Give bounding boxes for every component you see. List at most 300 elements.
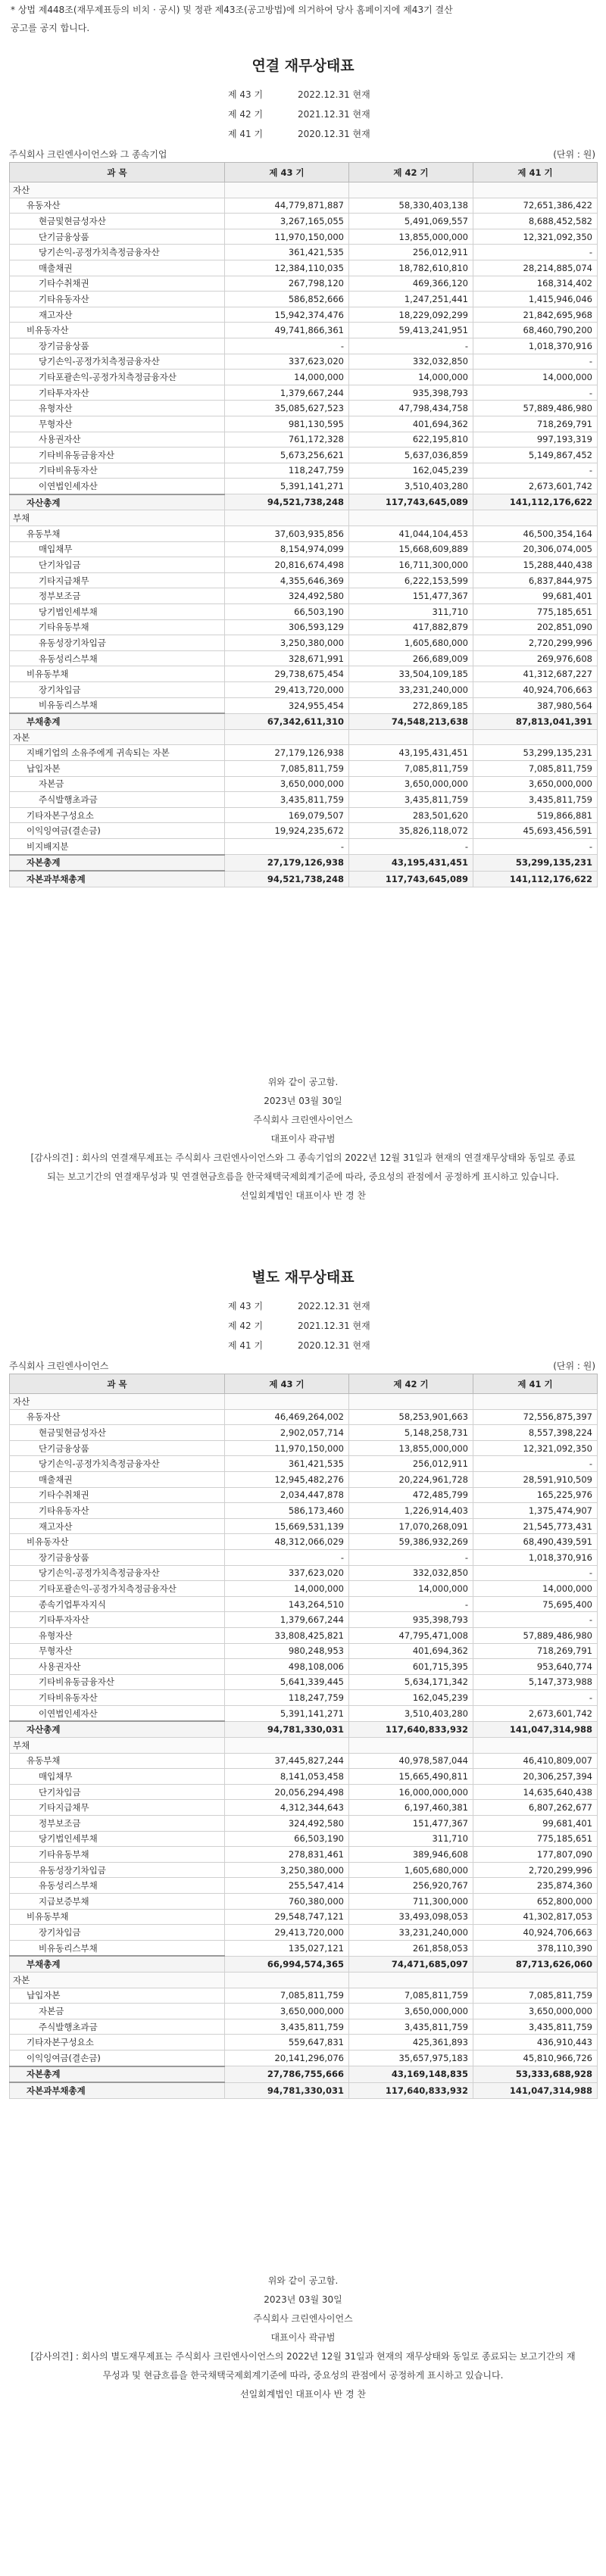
amount-period-41: 87,713,626,060 [473,1956,598,1972]
account-name: 기타자본구성요소 [10,807,225,823]
account-name: 비유동리스부채 [10,697,225,713]
amount-period-41: 15,288,440,438 [473,557,598,573]
amount-period-41: 7,085,811,759 [473,1988,598,2004]
amount-period-42: 14,000,000 [349,370,473,385]
table-row [10,1425,598,1441]
table-row [10,1769,598,1785]
amount-period-42: - [349,1549,473,1565]
account-name: 장기금융상품 [10,1549,225,1565]
account-name: 납입자본 [10,1988,225,2004]
amount-period-41: 21,842,695,968 [473,307,598,323]
company-name: 주식회사 크린엔사이언스와 그 종속기업 [9,149,167,160]
period-label: 제 41 기 [228,1340,264,1351]
amount-period-42: 16,711,300,000 [349,557,473,573]
amount-period-41: 28,591,910,509 [473,1471,598,1487]
table-row [10,2035,598,2051]
amount-period-42: 711,300,000 [349,1894,473,1910]
amount-period-43: 8,141,053,458 [225,1769,349,1785]
account-name: 유동성장기차입금 [10,1862,225,1878]
amount-period-41: 53,333,688,928 [473,2066,598,2083]
amount-period-43: 337,623,020 [225,1565,349,1581]
table-row [10,760,598,776]
table-row [10,541,598,557]
account-name: 사용권자산 [10,432,225,448]
amount-period-43: 29,413,720,000 [225,1925,349,1941]
table-row [10,1394,598,1410]
account-name: 재고자산 [10,307,225,323]
amount-period-41: 775,185,651 [473,604,598,620]
table-row [10,823,598,839]
footer-ceo: 대표이사 곽규범 [270,2332,336,2343]
table-row [10,245,598,260]
table-row [10,855,598,872]
amount-period-41: 997,193,319 [473,432,598,448]
amount-period-41: 141,112,176,622 [473,494,598,510]
amount-period-41 [473,1394,598,1410]
amount-period-41: 1,018,370,916 [473,1549,598,1565]
account-name: 기타비유동자산 [10,1690,225,1706]
amount-period-42 [349,1394,473,1410]
period-row [0,104,606,124]
table-row [10,1627,598,1643]
table-row [10,1503,598,1519]
account-name: 기타비유동자산 [10,463,225,479]
amount-period-42: 41,044,104,453 [349,526,473,542]
amount-period-43: 7,085,811,759 [225,760,349,776]
amount-period-42: 151,477,367 [349,588,473,604]
amount-period-43: 3,650,000,000 [225,776,349,792]
amount-period-42: - [349,1596,473,1612]
account-name: 자산 [10,1394,225,1410]
amount-period-43: 2,034,447,878 [225,1487,349,1503]
account-name: 자본과부채총계 [10,2082,225,2098]
table-row [10,526,598,542]
amount-period-41 [473,729,598,745]
amount-period-41: 12,321,092,350 [473,229,598,245]
account-name: 재고자산 [10,1518,225,1534]
amount-period-43: 5,673,256,621 [225,448,349,463]
table-row [10,1831,598,1847]
amount-period-42: 117,640,833,932 [349,2082,473,2098]
amount-period-42: 18,229,092,299 [349,307,473,323]
account-name: 기타포괄손익-공정가치측정금융자산 [10,370,225,385]
amount-period-41: 953,640,774 [473,1659,598,1675]
amount-period-43: 12,945,482,276 [225,1471,349,1487]
amount-period-43: 15,669,531,139 [225,1518,349,1534]
account-name: 지급보증부채 [10,1894,225,1910]
notice [11,0,594,38]
account-name: 주식발행초과금 [10,2019,225,2035]
account-name: 기타비유동금융자산 [10,448,225,463]
amount-period-42: 283,501,620 [349,807,473,823]
account-name: 자본 [10,1972,225,1988]
amount-period-42: 33,493,098,053 [349,1909,473,1925]
account-name: 장기금융상품 [10,338,225,354]
amount-period-43 [225,1972,349,1988]
amount-period-41: 269,976,608 [473,650,598,666]
account-name: 부채 [10,1738,225,1754]
table-row [10,1909,598,1925]
table-row [10,1690,598,1706]
table-row [10,1643,598,1659]
table-row [10,682,598,698]
amount-period-42: 6,197,460,381 [349,1800,473,1816]
amount-period-43: 3,435,811,759 [225,2019,349,2035]
table-row [10,2082,598,2098]
table-row [10,432,598,448]
amount-period-42: 272,869,185 [349,697,473,713]
amount-period-43: 37,445,827,244 [225,1753,349,1769]
amount-period-43: 118,247,759 [225,1690,349,1706]
amount-period-42: 261,858,053 [349,1940,473,1956]
amount-period-41: 235,874,360 [473,1878,598,1894]
amount-period-42: 266,689,009 [349,650,473,666]
amount-period-43: 27,179,126,938 [225,855,349,872]
amount-period-42: 58,253,901,663 [349,1409,473,1425]
table-row [10,1925,598,1941]
amount-period-43: 66,503,190 [225,1831,349,1847]
amount-period-41: 68,490,439,591 [473,1534,598,1550]
period-label: 제 42 기 [228,109,264,120]
account-name: 당기법인세부채 [10,1831,225,1847]
account-name: 자본과부채총계 [10,871,225,887]
amount-period-43 [225,510,349,526]
amount-period-41 [473,510,598,526]
amount-period-41: 3,650,000,000 [473,776,598,792]
account-name: 당기손익-공정가치측정금융자산 [10,1565,225,1581]
account-name: 기타유동자산 [10,1503,225,1519]
header-period-42: 제 42 기 [349,163,473,182]
account-name: 장기차입금 [10,682,225,698]
table-row [10,1456,598,1472]
amount-period-42 [349,1738,473,1754]
amount-period-42: - [349,838,473,854]
account-name: 자산총계 [10,1721,225,1737]
amount-period-42: 1,605,680,000 [349,1862,473,1878]
amount-period-41: 45,810,966,726 [473,2050,598,2066]
table-row [10,276,598,292]
amount-period-43: 361,421,535 [225,1456,349,1472]
table-header-row [10,163,598,182]
footer-date: 2023년 03월 30일 [264,1096,342,1106]
consolidated-meta [0,144,606,162]
amount-period-42: 35,826,118,072 [349,823,473,839]
amount-period-41: 6,837,844,975 [473,572,598,588]
table-row [10,1612,598,1628]
amount-period-43: 35,085,627,523 [225,401,349,416]
table-row [10,557,598,573]
amount-period-43: 1,379,667,244 [225,385,349,401]
account-name: 납입자본 [10,760,225,776]
account-name: 정부보조금 [10,588,225,604]
amount-period-43: 27,786,755,666 [225,2066,349,2083]
amount-period-41: 20,306,257,394 [473,1769,598,1785]
amount-period-42: 935,398,793 [349,385,473,401]
account-name: 주식발행초과금 [10,792,225,808]
amount-period-41: - [473,838,598,854]
amount-period-42: 5,637,036,859 [349,448,473,463]
amount-period-43: 278,831,461 [225,1847,349,1863]
table-row [10,1471,598,1487]
account-name: 유동자산 [10,1409,225,1425]
amount-period-42: 74,471,685,097 [349,1956,473,1972]
table-row [10,1487,598,1503]
table-row [10,792,598,808]
amount-period-43: 361,421,535 [225,245,349,260]
amount-period-42: 469,366,120 [349,276,473,292]
amount-period-41: 14,000,000 [473,370,598,385]
account-name: 기타유동부채 [10,1847,225,1863]
table-row [10,745,598,761]
amount-period-42: 472,485,799 [349,1487,473,1503]
company-name: 주식회사 크린엔사이언스 [9,1361,109,1371]
amount-period-43: 586,852,666 [225,292,349,307]
table-row [10,1409,598,1425]
table-row [10,479,598,494]
account-name: 자산 [10,182,225,198]
amount-period-42: - [349,338,473,354]
amount-period-42: 1,247,251,441 [349,292,473,307]
amount-period-43: 94,781,330,031 [225,2082,349,2098]
amount-period-41: 141,112,176,622 [473,871,598,887]
amount-period-41: 5,147,373,988 [473,1674,598,1690]
account-name: 부채총계 [10,1956,225,1972]
amount-period-43: 267,798,120 [225,276,349,292]
amount-period-42: 935,398,793 [349,1612,473,1628]
amount-period-42: 3,510,403,280 [349,1705,473,1721]
amount-period-42: 40,978,587,044 [349,1753,473,1769]
unit-label: (단위 : 원) [553,1361,595,1371]
amount-period-43: 66,503,190 [225,604,349,620]
account-name: 이익잉여금(결손금) [10,823,225,839]
amount-period-43: 20,816,674,498 [225,557,349,573]
amount-period-43: 328,671,991 [225,650,349,666]
account-name: 자본총계 [10,2066,225,2083]
amount-period-42: 256,012,911 [349,1456,473,1472]
amount-period-43: 255,547,414 [225,1878,349,1894]
separate-title: 별도 재무상태표 [251,1269,355,1286]
account-name: 무형자산 [10,416,225,432]
amount-period-43: 46,469,264,002 [225,1409,349,1425]
account-name: 단기차입금 [10,557,225,573]
table-row [10,323,598,338]
amount-period-42: 20,224,961,728 [349,1471,473,1487]
table-row [10,198,598,214]
amount-period-42: 33,231,240,000 [349,682,473,698]
amount-period-43: 980,248,953 [225,1643,349,1659]
amount-period-41: 718,269,791 [473,416,598,432]
table-row [10,182,598,198]
amount-period-42: 332,032,850 [349,1565,473,1581]
account-name: 비유동자산 [10,1534,225,1550]
table-row [10,1753,598,1769]
table-row [10,1816,598,1832]
separate-periods [0,1296,606,1355]
amount-period-41: 141,047,314,988 [473,1721,598,1737]
amount-period-43: 306,593,129 [225,619,349,635]
amount-period-42: 5,634,171,342 [349,1674,473,1690]
amount-period-43: 94,521,738,248 [225,871,349,887]
account-name: 기타유동부채 [10,619,225,635]
amount-period-41: 46,500,354,164 [473,526,598,542]
amount-period-43 [225,729,349,745]
amount-period-42: 3,435,811,759 [349,792,473,808]
amount-period-43: 324,955,454 [225,697,349,713]
footer-company: 주식회사 크린엔사이언스 [253,2313,353,2324]
table-row [10,1596,598,1612]
table-row [10,2050,598,2066]
table-row [10,619,598,635]
amount-period-43: 3,267,165,055 [225,214,349,229]
amount-period-43 [225,182,349,198]
amount-period-41: 28,214,885,074 [473,260,598,276]
amount-period-43: 4,355,646,369 [225,572,349,588]
period-label: 제 41 기 [228,129,264,139]
amount-period-41: 87,813,041,391 [473,713,598,729]
table-row [10,650,598,666]
account-name: 기타지급채무 [10,1800,225,1816]
table-row [10,416,598,432]
amount-period-41: 75,695,400 [473,1596,598,1612]
account-name: 자본총계 [10,855,225,872]
amount-period-42: 7,085,811,759 [349,760,473,776]
account-name: 유동성리스부채 [10,1878,225,1894]
table-row [10,401,598,416]
table-row [10,2019,598,2035]
amount-period-41: 2,720,299,996 [473,1862,598,1878]
account-name: 단기금융상품 [10,1440,225,1456]
account-name: 당기손익-공정가치측정금융자산 [10,245,225,260]
amount-period-43: 19,924,235,672 [225,823,349,839]
table-row [10,1738,598,1754]
table-row [10,338,598,354]
amount-period-42: 7,085,811,759 [349,1988,473,2004]
consolidated-footer [0,1073,606,1205]
account-name: 유형자산 [10,401,225,416]
account-name: 기타비유동금융자산 [10,1674,225,1690]
amount-period-42: 311,710 [349,1831,473,1847]
amount-period-41: 202,851,090 [473,619,598,635]
amount-period-42: 601,715,395 [349,1659,473,1675]
amount-period-41: - [473,354,598,370]
account-name: 장기차입금 [10,1925,225,1941]
account-name: 비유동자산 [10,323,225,338]
account-name: 기타수취채권 [10,276,225,292]
amount-period-41: 2,720,299,996 [473,635,598,651]
amount-period-41: 2,673,601,742 [473,479,598,494]
amount-period-41: 99,681,401 [473,588,598,604]
account-name: 당기손익-공정가치측정금융자산 [10,1456,225,1472]
separate-meta [0,1355,606,1374]
amount-period-42: 47,798,434,758 [349,401,473,416]
period-row [0,1336,606,1355]
header-period-41: 제 41 기 [473,163,598,182]
amount-period-41: 1,415,946,046 [473,292,598,307]
header-account: 과 목 [10,1374,225,1394]
amount-period-43: 33,808,425,821 [225,1627,349,1643]
account-name: 무형자산 [10,1643,225,1659]
amount-period-41: 40,924,706,663 [473,1925,598,1941]
table-row [10,2004,598,2019]
amount-period-42: 3,510,403,280 [349,479,473,494]
table-row [10,1862,598,1878]
amount-period-42: 425,361,893 [349,2035,473,2051]
amount-period-42: 43,195,431,451 [349,855,473,872]
amount-period-42: 5,491,069,557 [349,214,473,229]
table-row [10,1972,598,1988]
period-date: 2021.12.31 현재 [298,109,370,120]
amount-period-42: 58,330,403,138 [349,198,473,214]
amount-period-41: 378,110,390 [473,1940,598,1956]
amount-period-43: 5,391,141,271 [225,1705,349,1721]
amount-period-43: 29,413,720,000 [225,682,349,698]
amount-period-43: 498,108,006 [225,1659,349,1675]
table-row [10,385,598,401]
amount-period-43: 760,380,000 [225,1894,349,1910]
amount-period-41: 68,460,790,200 [473,323,598,338]
amount-period-41: 436,910,443 [473,2035,598,2051]
table-row [10,1581,598,1597]
amount-period-41: 3,650,000,000 [473,2004,598,2019]
account-name: 매입채무 [10,541,225,557]
amount-period-42: 117,640,833,932 [349,1721,473,1737]
amount-period-43: 5,641,339,445 [225,1674,349,1690]
table-row [10,635,598,651]
table-row [10,1565,598,1581]
amount-period-41: 165,225,976 [473,1487,598,1503]
amount-period-41: 8,688,452,582 [473,214,598,229]
table-row [10,1518,598,1534]
amount-period-41: 41,302,817,053 [473,1909,598,1925]
account-name: 단기차입금 [10,1784,225,1800]
amount-period-41: - [473,245,598,260]
amount-period-41: 775,185,651 [473,1831,598,1847]
footer-line: 위와 같이 공고함. [267,2275,339,2286]
table-row [10,229,598,245]
amount-period-41: 46,410,809,007 [473,1753,598,1769]
amount-period-43 [225,1394,349,1410]
account-name: 이익잉여금(결손금) [10,2050,225,2066]
amount-period-41: 519,866,881 [473,807,598,823]
account-name: 유형자산 [10,1627,225,1643]
account-name: 부채총계 [10,713,225,729]
account-name: 비유동부채 [10,1909,225,1925]
table-row [10,1659,598,1675]
period-label: 제 42 기 [228,1321,264,1331]
amount-period-43: 12,384,110,035 [225,260,349,276]
account-name: 기타자본구성요소 [10,2035,225,2051]
amount-period-43: 37,603,935,856 [225,526,349,542]
account-name: 기타투자자산 [10,385,225,401]
amount-period-43: 66,994,574,365 [225,1956,349,1972]
amount-period-42: 15,665,490,811 [349,1769,473,1785]
amount-period-43: 3,250,380,000 [225,1862,349,1878]
table-row [10,292,598,307]
table-row [10,697,598,713]
amount-period-41: 57,889,486,980 [473,401,598,416]
account-name: 자본금 [10,2004,225,2019]
table-row [10,2066,598,2083]
amount-period-41: 177,807,090 [473,1847,598,1863]
amount-period-43: 3,435,811,759 [225,792,349,808]
table-row [10,510,598,526]
footer-company: 주식회사 크린엔사이언스 [253,1115,353,1125]
consolidated-periods [0,85,606,144]
amount-period-43: 11,970,150,000 [225,1440,349,1456]
amount-period-43: 94,521,738,248 [225,494,349,510]
period-date: 2022.12.31 현재 [298,89,370,100]
amount-period-42: 3,650,000,000 [349,2004,473,2019]
